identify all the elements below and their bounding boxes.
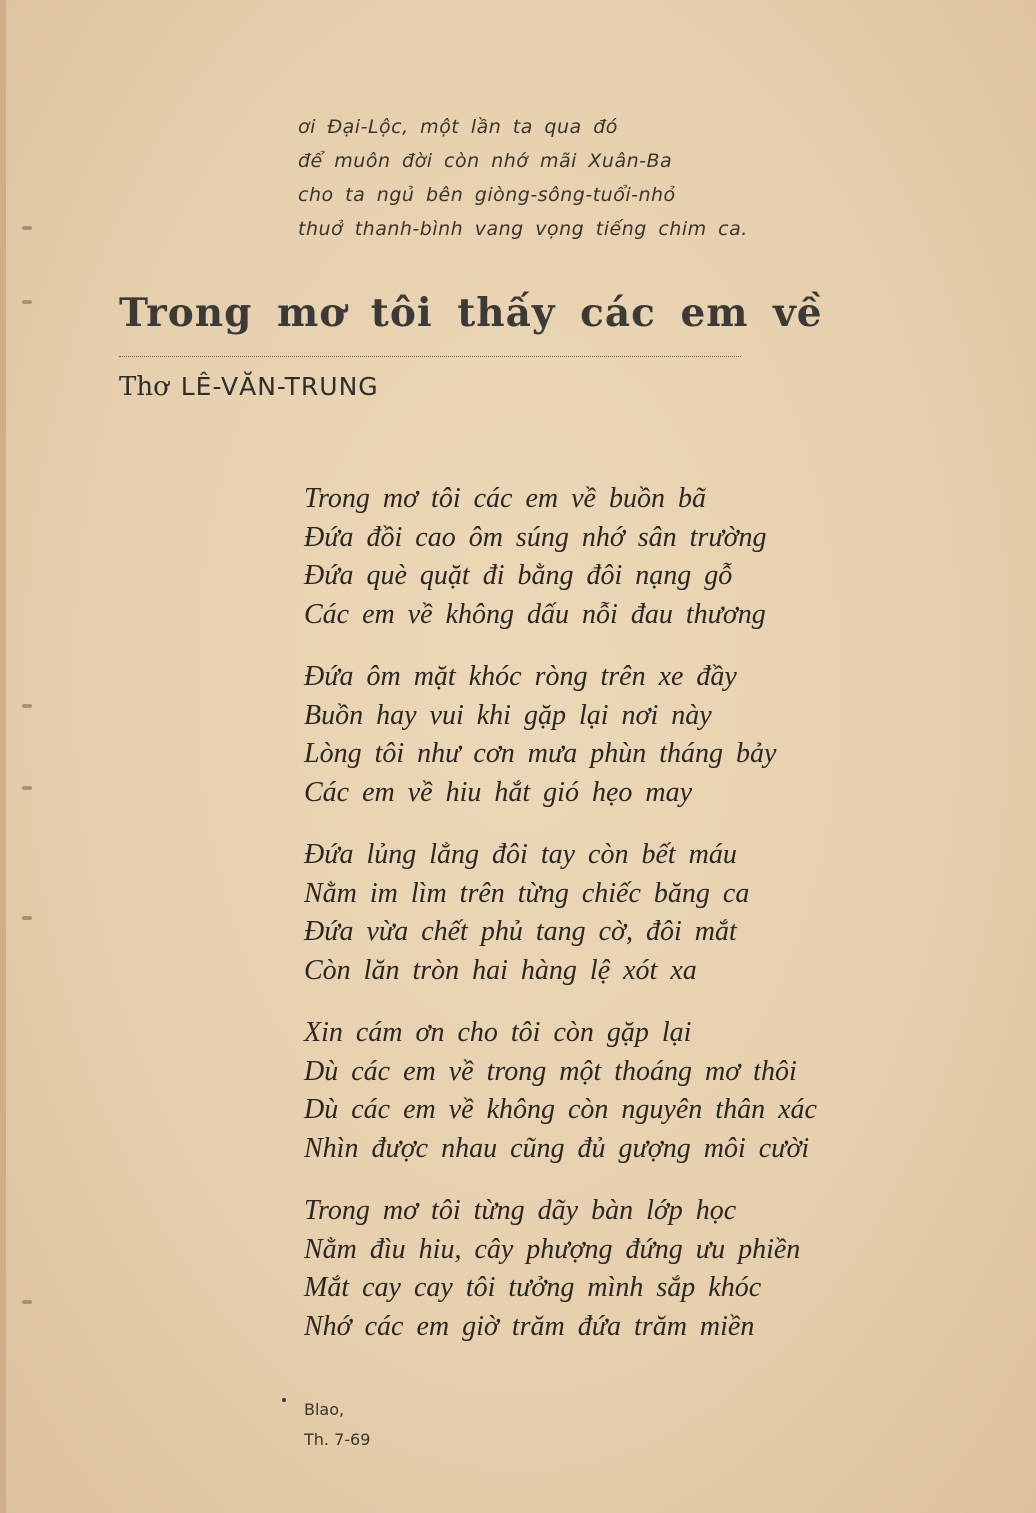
poem-line: Dù các em về không còn nguyên thân xác [304, 1094, 817, 1125]
poem-line: Mắt cay cay tôi tưởng mình sắp khóc [304, 1272, 762, 1303]
poem-signature [304, 1395, 370, 1455]
poem-body [304, 480, 817, 1370]
poem-line: Đứa đồi cao ôm súng nhớ sân trường [304, 521, 767, 553]
title-divider [119, 356, 741, 357]
bullet-mark [282, 1398, 286, 1402]
poem-line: Còn lăn tròn hai hàng lệ xót xa [304, 954, 697, 986]
verse-line: ơi Đại-Lộc, một lần ta qua đó [298, 116, 618, 138]
stanza [304, 480, 817, 634]
page-edge [0, 0, 6, 1513]
stanza [304, 658, 817, 812]
binding-hole-mark [22, 704, 32, 708]
signature-date: Th. 7-69 [304, 1430, 371, 1449]
poem-line: Nằm đìu hiu, cây phượng đứng ưu phiền [304, 1233, 801, 1265]
poem-line: Buồn hay vui khi gặp lại nơi này [304, 699, 712, 731]
verse-line: để muôn đời còn nhớ mãi Xuân-Ba [298, 150, 673, 172]
stanza [304, 836, 817, 990]
byline [119, 372, 379, 402]
signature-place: Blao, [304, 1400, 345, 1419]
poem-line: Đứa què quặt đi bằng đôi nạng gỗ [304, 560, 733, 591]
poem-line: Đứa lủng lẳng đôi tay còn bết máu [304, 839, 737, 870]
poem-line: Nằm im lìm trên từng chiếc băng ca [304, 877, 750, 909]
poem-line: Xin cám ơn cho tôi còn gặp lại [304, 1017, 692, 1048]
binding-hole-mark [22, 300, 32, 304]
byline-label: Thơ [119, 372, 169, 402]
poem-line: Lòng tôi như cơn mưa phùn tháng bảy [304, 738, 777, 769]
poem-line: Đứa vừa chết phủ tang cờ, đôi mắt [304, 916, 737, 947]
poem-line: Dù các em về trong một thoáng mơ thôi [304, 1055, 797, 1087]
previous-poem-ending [298, 110, 748, 246]
poem-title: Trong mơ tôi thấy các em về [119, 290, 823, 336]
stanza [304, 1192, 817, 1346]
poem-line: Đứa ôm mặt khóc ròng trên xe đầy [304, 661, 737, 692]
stanza [304, 1014, 817, 1168]
poem-line: Nhìn được nhau cũng đủ gượng môi cười [304, 1132, 810, 1164]
poem-line: Nhớ các em giờ trăm đứa trăm miền [304, 1310, 755, 1342]
binding-hole-mark [22, 916, 32, 920]
author-name: LÊ-VĂN-TRUNG [180, 372, 379, 401]
binding-hole-mark [22, 1300, 32, 1304]
poem-line: Các em về không dấu nỗi đau thương [304, 598, 766, 630]
poem-line: Các em về hiu hắt gió hẹo may [304, 776, 693, 808]
verse-line: thuở thanh-bình vang vọng tiếng chim ca. [298, 218, 748, 240]
binding-hole-mark [22, 786, 32, 790]
poem-line: Trong mơ tôi các em về buồn bã [304, 483, 706, 514]
verse-line: cho ta ngủ bên giòng-sông-tuổi-nhỏ [298, 184, 676, 206]
binding-hole-mark [22, 226, 32, 230]
poem-line: Trong mơ tôi từng dãy bàn lớp học [304, 1195, 737, 1226]
